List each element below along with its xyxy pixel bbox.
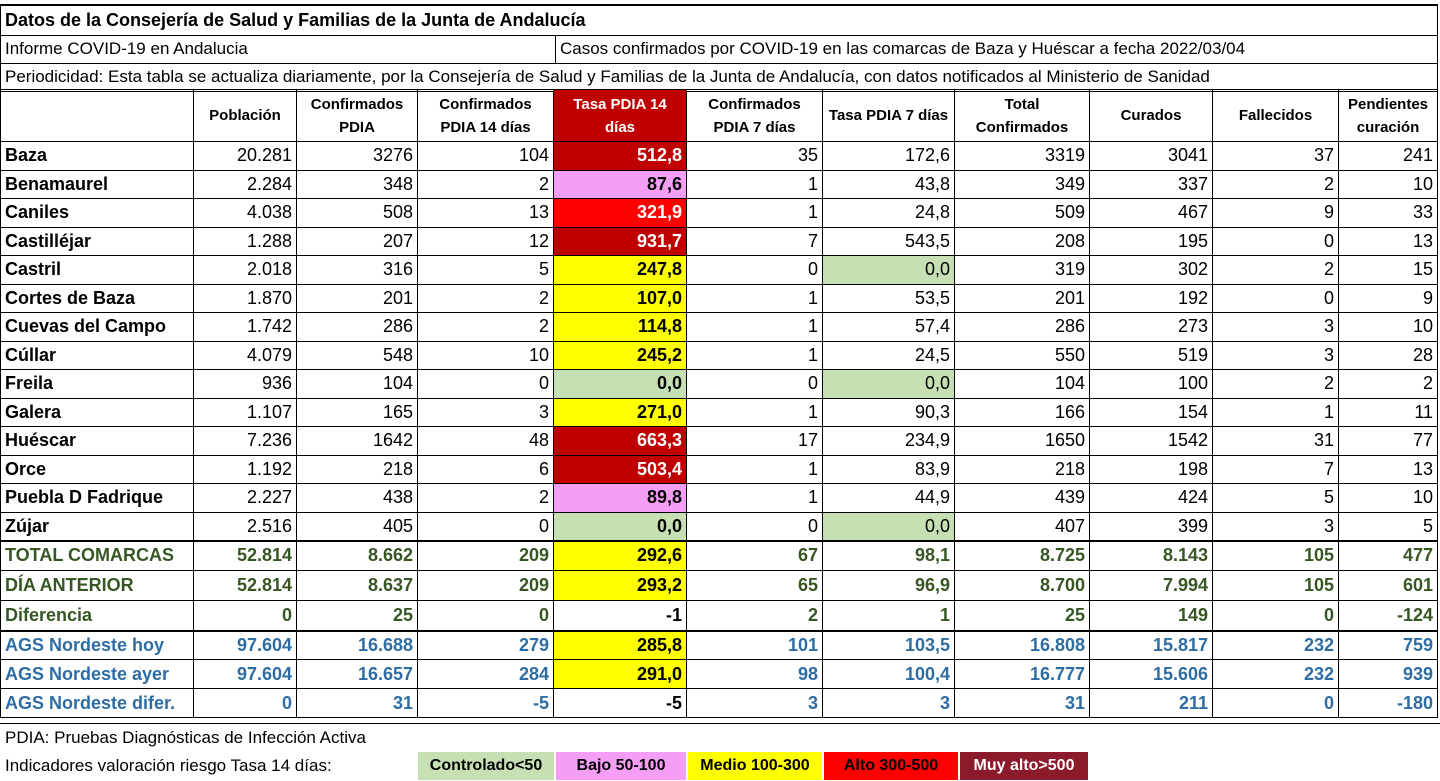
cell-pendientes: 11 [1339, 398, 1438, 427]
cell-tasa14: 293,2 [554, 571, 687, 601]
cell-poblacion: 0 [194, 689, 297, 718]
cell-pendientes: 10 [1339, 170, 1438, 199]
cell-pendientes: 477 [1339, 541, 1438, 571]
pdia-definition: PDIA: Pruebas Diagnósticas de Infección Activa [0, 723, 1440, 752]
cell-conf: 8.662 [297, 541, 418, 571]
totals-row [1, 541, 1438, 571]
row-label: AGS Nordeste difer. [1, 689, 194, 718]
cell-poblacion: 52.814 [194, 571, 297, 601]
row-label: TOTAL COMARCAS [1, 541, 194, 571]
cell-tasa7: 96,9 [823, 571, 955, 601]
cell-total: 550 [955, 341, 1090, 370]
cell-conf: 286 [297, 313, 418, 342]
cell-conf14: 284 [418, 660, 554, 689]
cell-total: 25 [955, 601, 1090, 631]
cell-tasa14: 107,0 [554, 284, 687, 313]
risk-legend [0, 752, 1440, 780]
column-header [1, 90, 194, 142]
cell-poblacion: 4.079 [194, 341, 297, 370]
cell-total: 16.808 [955, 631, 1090, 660]
cell-conf7: 17 [687, 427, 823, 456]
cell-curados: 519 [1090, 341, 1213, 370]
cell-total: 16.777 [955, 660, 1090, 689]
cell-poblacion: 20.281 [194, 142, 297, 171]
cell-conf14: 10 [418, 341, 554, 370]
row-label: Cuevas del Campo [1, 313, 194, 342]
cell-curados: 273 [1090, 313, 1213, 342]
cell-curados: 15.817 [1090, 631, 1213, 660]
cell-tasa7: 103,5 [823, 631, 955, 660]
cell-fallecidos: 232 [1213, 660, 1339, 689]
cell-conf: 165 [297, 398, 418, 427]
cell-tasa7: 98,1 [823, 541, 955, 571]
legend-label: Indicadores valoración riesgo Tasa 14 días: [5, 756, 332, 775]
cell-fallecidos: 0 [1213, 284, 1339, 313]
cell-fallecidos: 37 [1213, 142, 1339, 171]
table-row [1, 427, 1438, 456]
ags-row [1, 631, 1438, 660]
cell-conf7: 35 [687, 142, 823, 171]
cell-pendientes: 601 [1339, 571, 1438, 601]
cell-total: 1650 [955, 427, 1090, 456]
cell-fallecidos: 3 [1213, 341, 1339, 370]
cell-conf7: 0 [687, 512, 823, 541]
column-header: Tasa PDIA 14 días [554, 90, 687, 142]
cell-conf14: 0 [418, 512, 554, 541]
table-row [1, 313, 1438, 342]
cell-conf14: 0 [418, 601, 554, 631]
table-row [1, 370, 1438, 399]
row-label: Baza [1, 142, 194, 171]
cell-conf7: 101 [687, 631, 823, 660]
cell-conf7: 1 [687, 455, 823, 484]
cell-conf14: 2 [418, 170, 554, 199]
cell-tasa14: 503,4 [554, 455, 687, 484]
table-row [1, 170, 1438, 199]
column-header: Confirmados PDIA 7 días [687, 90, 823, 142]
cell-conf14: 279 [418, 631, 554, 660]
cell-total: 166 [955, 398, 1090, 427]
cell-tasa7: 234,9 [823, 427, 955, 456]
cell-total: 201 [955, 284, 1090, 313]
report-header [0, 4, 1438, 92]
cell-pendientes: 10 [1339, 484, 1438, 513]
cell-poblacion: 4.038 [194, 199, 297, 228]
cell-conf: 438 [297, 484, 418, 513]
cell-conf: 16.657 [297, 660, 418, 689]
cell-conf14: 6 [418, 455, 554, 484]
cell-curados: 149 [1090, 601, 1213, 631]
cell-fallecidos: 0 [1213, 601, 1339, 631]
cell-poblacion: 2.516 [194, 512, 297, 541]
cell-pendientes: 77 [1339, 427, 1438, 456]
table-row [1, 256, 1438, 285]
cell-tasa14: 87,6 [554, 170, 687, 199]
cell-poblacion: 97.604 [194, 631, 297, 660]
cell-fallecidos: 1 [1213, 398, 1339, 427]
cell-tasa14: 321,9 [554, 199, 687, 228]
cell-poblacion: 936 [194, 370, 297, 399]
ags-row [1, 689, 1438, 718]
cell-total: 8.700 [955, 571, 1090, 601]
totals-row [1, 601, 1438, 631]
cell-tasa14: 292,6 [554, 541, 687, 571]
cell-fallecidos: 105 [1213, 571, 1339, 601]
cell-curados: 424 [1090, 484, 1213, 513]
cell-curados: 8.143 [1090, 541, 1213, 571]
cell-conf: 316 [297, 256, 418, 285]
column-header: Población [194, 90, 297, 142]
cell-conf7: 1 [687, 199, 823, 228]
table-row [1, 284, 1438, 313]
cell-conf14: 12 [418, 227, 554, 256]
cell-conf7: 1 [687, 170, 823, 199]
cell-tasa7: 1 [823, 601, 955, 631]
cell-poblacion: 2.018 [194, 256, 297, 285]
cell-pendientes: 759 [1339, 631, 1438, 660]
cell-tasa7: 57,4 [823, 313, 955, 342]
cell-tasa14: 0,0 [554, 512, 687, 541]
row-label: Zújar [1, 512, 194, 541]
row-label: Castilléjar [1, 227, 194, 256]
cell-conf7: 0 [687, 370, 823, 399]
cell-fallecidos: 2 [1213, 370, 1339, 399]
cell-conf14: 2 [418, 313, 554, 342]
cell-curados: 211 [1090, 689, 1213, 718]
legend-alto: Alto 300-500 [824, 752, 958, 780]
cell-poblacion: 1.288 [194, 227, 297, 256]
totals-row [1, 571, 1438, 601]
cell-fallecidos: 0 [1213, 689, 1339, 718]
cell-fallecidos: 9 [1213, 199, 1339, 228]
cell-fallecidos: 2 [1213, 256, 1339, 285]
cell-fallecidos: 232 [1213, 631, 1339, 660]
cell-conf7: 65 [687, 571, 823, 601]
cell-poblacion: 2.284 [194, 170, 297, 199]
cell-tasa14: -1 [554, 601, 687, 631]
report-cases-date: Casos confirmados por COVID-19 en las comarcas de Baza y Huéscar a fecha 2022/03/04 [556, 35, 1438, 63]
cell-tasa7: 90,3 [823, 398, 955, 427]
cell-pendientes: 10 [1339, 313, 1438, 342]
cell-tasa7: 44,9 [823, 484, 955, 513]
table-row [1, 484, 1438, 513]
cell-conf: 348 [297, 170, 418, 199]
cell-conf7: 1 [687, 313, 823, 342]
cell-tasa14: 663,3 [554, 427, 687, 456]
cell-conf: 201 [297, 284, 418, 313]
cell-pendientes: 13 [1339, 227, 1438, 256]
cell-conf7: 3 [687, 689, 823, 718]
report-subtitle: Informe COVID-19 en Andalucia [1, 35, 556, 63]
cell-conf: 207 [297, 227, 418, 256]
cell-conf: 25 [297, 601, 418, 631]
cell-conf7: 1 [687, 484, 823, 513]
row-label: Cortes de Baza [1, 284, 194, 313]
cell-poblacion: 1.742 [194, 313, 297, 342]
cell-poblacion: 7.236 [194, 427, 297, 456]
cell-total: 439 [955, 484, 1090, 513]
cell-conf14: 13 [418, 199, 554, 228]
cell-pendientes: -180 [1339, 689, 1438, 718]
cell-fallecidos: 5 [1213, 484, 1339, 513]
cell-tasa14: 0,0 [554, 370, 687, 399]
cell-conf14: 104 [418, 142, 554, 171]
cell-tasa14: 512,8 [554, 142, 687, 171]
cell-total: 104 [955, 370, 1090, 399]
cell-conf7: 2 [687, 601, 823, 631]
cell-total: 509 [955, 199, 1090, 228]
cell-total: 8.725 [955, 541, 1090, 571]
cell-tasa7: 24,5 [823, 341, 955, 370]
legend-bajo: Bajo 50-100 [556, 752, 686, 780]
cell-tasa7: 53,5 [823, 284, 955, 313]
cell-conf14: 48 [418, 427, 554, 456]
cell-conf: 548 [297, 341, 418, 370]
ags-row [1, 660, 1438, 689]
cell-tasa7: 172,6 [823, 142, 955, 171]
cell-tasa7: 24,8 [823, 199, 955, 228]
cell-tasa14: 271,0 [554, 398, 687, 427]
table-header-row [1, 90, 1438, 142]
cell-curados: 15.606 [1090, 660, 1213, 689]
cell-pendientes: 13 [1339, 455, 1438, 484]
cell-conf7: 7 [687, 227, 823, 256]
legend-controlado: Controlado<50 [418, 752, 554, 780]
cell-tasa7: 0,0 [823, 370, 955, 399]
row-label: AGS Nordeste hoy [1, 631, 194, 660]
cell-total: 319 [955, 256, 1090, 285]
footer [0, 723, 1440, 752]
cell-pendientes: 5 [1339, 512, 1438, 541]
cell-conf14: 3 [418, 398, 554, 427]
cell-poblacion: 2.227 [194, 484, 297, 513]
cell-tasa14: 245,2 [554, 341, 687, 370]
cell-tasa7: 3 [823, 689, 955, 718]
cell-pendientes: 241 [1339, 142, 1438, 171]
row-label: Caniles [1, 199, 194, 228]
row-label: Huéscar [1, 427, 194, 456]
cell-conf14: -5 [418, 689, 554, 718]
cell-conf7: 1 [687, 398, 823, 427]
table-row [1, 341, 1438, 370]
cell-total: 218 [955, 455, 1090, 484]
cell-conf7: 0 [687, 256, 823, 285]
cell-pendientes: 9 [1339, 284, 1438, 313]
cell-fallecidos: 3 [1213, 313, 1339, 342]
cell-curados: 3041 [1090, 142, 1213, 171]
cell-total: 286 [955, 313, 1090, 342]
cell-curados: 100 [1090, 370, 1213, 399]
column-header: Total Confirmados [955, 90, 1090, 142]
cell-conf: 3276 [297, 142, 418, 171]
column-header: Tasa PDIA 7 días [823, 90, 955, 142]
cell-tasa14: 89,8 [554, 484, 687, 513]
cell-conf7: 67 [687, 541, 823, 571]
row-label: Orce [1, 455, 194, 484]
cell-total: 31 [955, 689, 1090, 718]
cell-curados: 192 [1090, 284, 1213, 313]
cell-tasa7: 0,0 [823, 256, 955, 285]
cell-conf14: 0 [418, 370, 554, 399]
cell-fallecidos: 3 [1213, 512, 1339, 541]
row-label: Cúllar [1, 341, 194, 370]
legend-muy-alto: Muy alto>500 [960, 752, 1088, 780]
cell-fallecidos: 105 [1213, 541, 1339, 571]
row-label: DÍA ANTERIOR [1, 571, 194, 601]
cell-poblacion: 1.870 [194, 284, 297, 313]
column-header: Curados [1090, 90, 1213, 142]
cell-pendientes: 28 [1339, 341, 1438, 370]
cell-fallecidos: 7 [1213, 455, 1339, 484]
cell-fallecidos: 31 [1213, 427, 1339, 456]
table-row [1, 512, 1438, 541]
cell-conf: 405 [297, 512, 418, 541]
cell-conf: 31 [297, 689, 418, 718]
cell-conf7: 1 [687, 284, 823, 313]
table-row [1, 199, 1438, 228]
cell-conf: 104 [297, 370, 418, 399]
cell-conf: 1642 [297, 427, 418, 456]
cell-curados: 467 [1090, 199, 1213, 228]
column-header: Confirmados PDIA [297, 90, 418, 142]
cell-poblacion: 97.604 [194, 660, 297, 689]
legend-medio: Medio 100-300 [688, 752, 822, 780]
cell-pendientes: 33 [1339, 199, 1438, 228]
cell-pendientes: 2 [1339, 370, 1438, 399]
row-label: Castril [1, 256, 194, 285]
table-row [1, 227, 1438, 256]
cell-pendientes: 15 [1339, 256, 1438, 285]
row-label: Diferencia [1, 601, 194, 631]
cell-conf7: 98 [687, 660, 823, 689]
cell-tasa14: 291,0 [554, 660, 687, 689]
cell-conf7: 1 [687, 341, 823, 370]
cell-curados: 7.994 [1090, 571, 1213, 601]
cell-tasa14: 931,7 [554, 227, 687, 256]
cell-curados: 198 [1090, 455, 1213, 484]
cell-curados: 1542 [1090, 427, 1213, 456]
cell-pendientes: -124 [1339, 601, 1438, 631]
cell-tasa14: 114,8 [554, 313, 687, 342]
column-header: Fallecidos [1213, 90, 1339, 142]
cell-tasa7: 83,9 [823, 455, 955, 484]
cell-pendientes: 939 [1339, 660, 1438, 689]
cell-conf: 16.688 [297, 631, 418, 660]
cell-curados: 195 [1090, 227, 1213, 256]
cell-total: 407 [955, 512, 1090, 541]
cell-poblacion: 52.814 [194, 541, 297, 571]
covid-data-table [0, 89, 1438, 718]
report-periodicity: Periodicidad: Esta tabla se actualiza diariamente, por la Consejería de Salud y Familias de la Junta de Andalucía, con datos notificados al Ministerio de Sanidad [1, 63, 1438, 91]
row-label: Puebla D Fadrique [1, 484, 194, 513]
table-row [1, 398, 1438, 427]
cell-curados: 399 [1090, 512, 1213, 541]
row-label: AGS Nordeste ayer [1, 660, 194, 689]
table-row [1, 455, 1438, 484]
cell-total: 3319 [955, 142, 1090, 171]
cell-curados: 337 [1090, 170, 1213, 199]
cell-tasa14: 247,8 [554, 256, 687, 285]
cell-total: 208 [955, 227, 1090, 256]
cell-conf14: 2 [418, 284, 554, 313]
cell-fallecidos: 0 [1213, 227, 1339, 256]
cell-poblacion: 1.192 [194, 455, 297, 484]
cell-curados: 154 [1090, 398, 1213, 427]
cell-tasa14: -5 [554, 689, 687, 718]
cell-conf: 508 [297, 199, 418, 228]
row-label: Freila [1, 370, 194, 399]
cell-total: 349 [955, 170, 1090, 199]
cell-fallecidos: 2 [1213, 170, 1339, 199]
row-label: Benamaurel [1, 170, 194, 199]
cell-tasa7: 0,0 [823, 512, 955, 541]
cell-tasa14: 285,8 [554, 631, 687, 660]
cell-poblacion: 1.107 [194, 398, 297, 427]
cell-tasa7: 43,8 [823, 170, 955, 199]
cell-poblacion: 0 [194, 601, 297, 631]
cell-conf14: 209 [418, 541, 554, 571]
cell-conf14: 209 [418, 571, 554, 601]
cell-curados: 302 [1090, 256, 1213, 285]
report-title: Datos de la Consejería de Salud y Familias de la Junta de Andalucía [1, 5, 1438, 35]
column-header: Confirmados PDIA 14 días [418, 90, 554, 142]
cell-conf14: 5 [418, 256, 554, 285]
cell-tasa7: 100,4 [823, 660, 955, 689]
cell-conf: 8.637 [297, 571, 418, 601]
table-row [1, 142, 1438, 171]
cell-conf: 218 [297, 455, 418, 484]
row-label: Galera [1, 398, 194, 427]
cell-conf14: 2 [418, 484, 554, 513]
column-header: Pendientes curación [1339, 90, 1438, 142]
cell-tasa7: 543,5 [823, 227, 955, 256]
